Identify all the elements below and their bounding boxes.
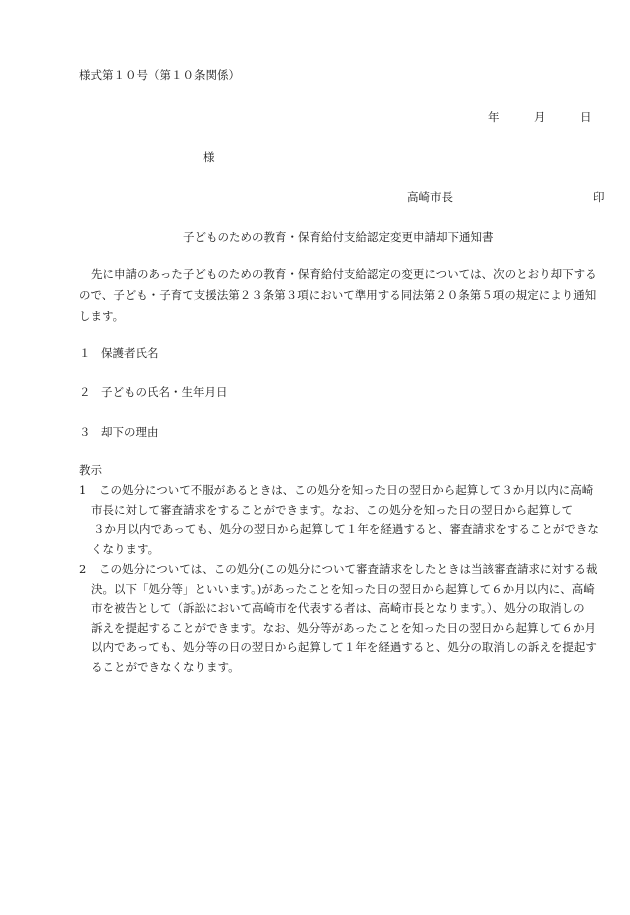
- intro-text: 先に申請のあった子どものための教育・保育給付支給認定の変更については、次のとおり却下するので、子ども・子育て支援法第２３条第３項において準用する同法第２０条第５項の規定により通知します。: [79, 267, 597, 323]
- item-label: 却下の理由: [101, 425, 159, 439]
- item-child-name-birthdate: [79, 384, 228, 400]
- item-guardian-name: [79, 345, 159, 361]
- item-number: ２: [79, 385, 91, 399]
- addressee-suffix: 様: [203, 150, 215, 164]
- notice-line: 市長に対して審査請求をすることができます。なお、この処分を知った日の翌日から起算して: [91, 502, 574, 517]
- date-day-label: 日: [580, 110, 592, 124]
- item-number: ３: [79, 425, 91, 439]
- notice-number: 1: [79, 483, 87, 497]
- date-line: [488, 109, 592, 125]
- document-title: 子どものための教育・保育給付支給認定変更申請却下通知書: [183, 230, 494, 244]
- notice-entry: [79, 481, 609, 559]
- notice-heading: 教示: [79, 463, 102, 477]
- item-label: 子どもの氏名・生年月日: [101, 385, 228, 399]
- issuer-line: [407, 189, 605, 205]
- notice-line: くなります。: [91, 541, 160, 556]
- notice-text: この処分について不服があるときは、この処分を知った日の翌日から起算して３か月以内に高崎: [99, 483, 594, 497]
- notice-text: この処分については、この処分(この処分について審査請求をしたときは当該審査請求に対する裁: [99, 562, 598, 576]
- issuer-name: 高崎市長: [407, 190, 453, 204]
- notice-line: [79, 560, 609, 580]
- date-year-label: 年: [488, 110, 500, 124]
- item-label: 保護者氏名: [101, 346, 159, 360]
- notice-line: ３か月以内であっても、処分の翌日から起算して１年を経過すると、審査請求をすることができな: [93, 522, 599, 536]
- notice-line: 訴えを提起することができます。なお、処分等があったことを知った日の翌日から起算して６か月: [91, 620, 596, 635]
- date-month-label: 月: [534, 110, 546, 124]
- item-number: １: [79, 346, 91, 360]
- notice-line: 市を被告として（訴訟において高崎市を代表する者は、高崎市長となります。）、処分の取消しの: [91, 601, 585, 615]
- notice-line: 決。以下「処分等」といいます。)があったことを知った日の翌日から起算して６か月以内に、高崎: [91, 581, 595, 596]
- notice-line: 以内であっても、処分等の日の翌日から起算して１年を経過すると、処分の取消しの訴えを提起す: [91, 640, 597, 654]
- notice-line: ることができなくなります。: [91, 659, 240, 674]
- notice-entry: [79, 560, 609, 677]
- notice-number: 2: [79, 562, 87, 576]
- notice-line: [79, 481, 609, 501]
- seal-mark: 印: [593, 190, 605, 204]
- item-rejection-reason: [79, 424, 159, 440]
- intro-paragraph: [79, 264, 607, 327]
- form-number: 様式第１０号（第１０条関係）: [79, 68, 240, 82]
